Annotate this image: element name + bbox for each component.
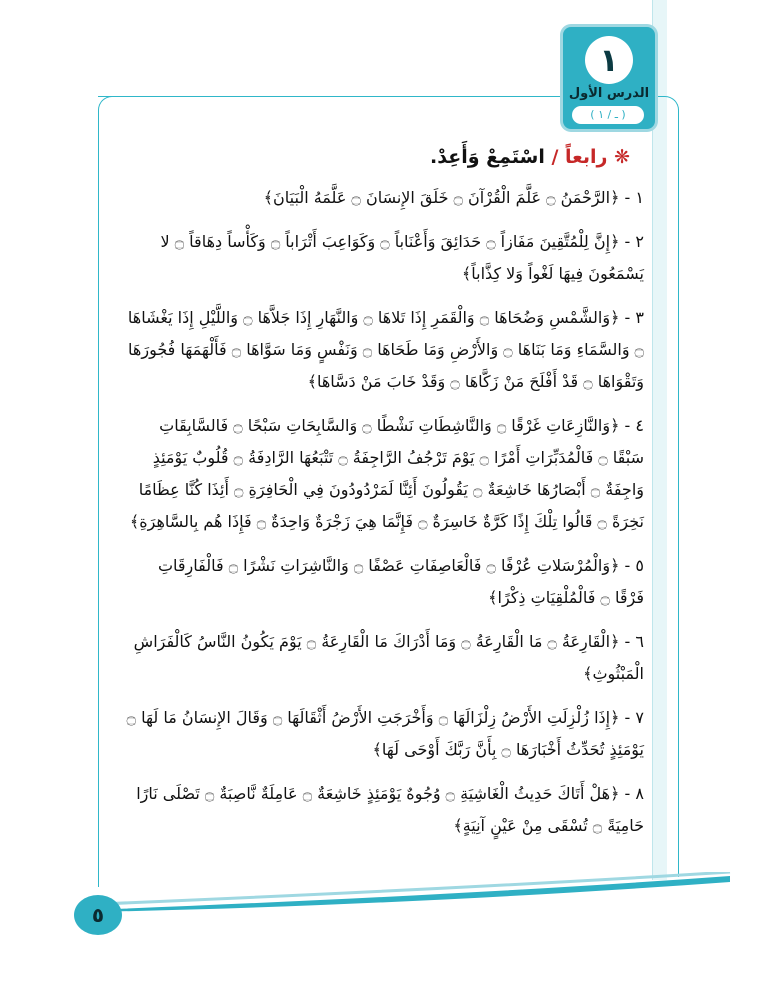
ayah-number: ٧ - <box>624 708 644 727</box>
ayah-item <box>124 550 644 614</box>
ayah-text: ﴿وَالشَّمْسِ وَضُحَاهَا ۝ وَالْقَمَرِ إِذَا تَلاهَا ۝ وَالنَّهَارِ إِذَا جَلاَّهَا ۝ وَاللَّيْلِ إِذَا يَغْشَاهَا ۝ وَالسَّمَاءِ وَمَا بَنَاهَا ۝ وَالأَرْضِ وَمَا طَحَاهَا ۝ وَنَفْسٍ وَمَا سَوَّاهَا ۝ فَأَلْهَمَهَا فُجُورَهَا وَتَقْوَاهَا ۝ قَدْ أَفْلَحَ مَنْ زَكَّاهَا ۝ وَقَدْ خَابَ مَنْ دَسَّاهَا﴾ <box>127 308 644 391</box>
ayah-number: ٨ - <box>624 784 644 803</box>
lesson-title: الدرس الأول <box>568 86 650 101</box>
ayah-item <box>124 302 644 398</box>
section-heading <box>430 146 630 168</box>
wave-decoration <box>90 872 750 912</box>
ayah-item <box>124 410 644 538</box>
ayah-item <box>124 626 644 690</box>
ayah-number: ١ - <box>624 188 644 207</box>
ayah-number: ٤ - <box>624 416 644 435</box>
ayah-text: ﴿إِذَا زُلْزِلَتِ الأَرْضُ زِلْزَالَهَا ۝ وَأَخْرَجَتِ الأَرْضُ أَثْقَالَهَا ۝ وَقَالَ الإِنسَانُ مَا لَهَا ۝ يَوْمَئِذٍ تُحَدِّثُ أَخْبَارَهَا ۝ بِأَنَّ رَبَّكَ أَوْحَى لَهَا﴾ <box>126 708 644 759</box>
ayah-text: ﴿إِنَّ لِلْمُتَّقِينَ مَفَازاً ۝ حَدَائِقَ وَأَعْنَاباً ۝ وَكَوَاعِبَ أَتْرَاباً ۝ وَكَأْساً دِهَاقاً ۝ لا يَسْمَعُونَ فِيهَا لَغْواً وَلا كِذَّاباً﴾ <box>160 232 644 283</box>
ayah-text: ﴿الْقَارِعَةُ ۝ مَا الْقَارِعَةُ ۝ وَمَا أَدْرَاكَ مَا الْقَارِعَةُ ۝ يَوْمَ يَكُونُ النَّاسُ كَالْفَرَاشِ الْمَبْثُوثِ﴾ <box>133 632 644 683</box>
lesson-part: ( ـ / ١ ) <box>572 106 644 124</box>
ayah-number: ٦ - <box>624 632 644 651</box>
ayah-number: ٥ - <box>624 556 644 575</box>
ayah-item <box>124 226 644 290</box>
ayah-text: ﴿وَالْمُرْسَلاتِ عُرْفًا ۝ فَالْعَاصِفَاتِ عَصْفًا ۝ وَالنَّاشِرَاتِ نَشْرًا ۝ فَالْفَارِقَاتِ فَرْقًا ۝ فَالْمُلْقِيَاتِ ذِكْرًا﴾ <box>157 556 644 607</box>
page-number: ٥ <box>74 895 122 935</box>
ayah-list <box>124 182 644 854</box>
ayah-text: ﴿وَالنَّازِعَاتِ غَرْقًا ۝ وَالنَّاشِطَاتِ نَشْطًا ۝ وَالسَّابِحَاتِ سَبْحًا ۝ فَالسَّابِقَاتِ سَبْقًا ۝ فَالْمُدَبِّرَاتِ أَمْرًا ۝ يَوْمَ تَرْجُفُ الرَّاجِفَةُ ۝ تَتْبَعُهَا الرَّادِفَةُ ۝ قُلُوبٌ يَوْمَئِذٍ وَاجِفَةٌ ۝ أَبْصَارُهَا خَاشِعَةٌ ۝ يَقُولُونَ أَئِنَّا لَمَرْدُودُونَ فِي الْحَافِرَةِ ۝ أَئِذَا كُنَّا عِظَامًا نَخِرَةً ۝ قَالُوا تِلْكَ إِذًا كَرَّةٌ خَاسِرَةٌ ۝ فَإِنَّمَا هِيَ زَجْرَةٌ وَاحِدَةٌ ۝ فَإِذَا هُم بِالسَّاهِرَةِ﴾ <box>129 416 644 531</box>
ayah-number: ٢ - <box>624 232 644 251</box>
ayah-item <box>124 182 644 214</box>
ayah-text: ﴿هَلْ أَتَاكَ حَدِيثُ الْغَاشِيَةِ ۝ وُجُوهٌ يَوْمَئِذٍ خَاشِعَةٌ ۝ عَامِلَةٌ نَّاصِبَةٌ ۝ تَصْلَى نَارًا حَامِيَةً ۝ تُسْقَى مِنْ عَيْنٍ آنِيَةٍ﴾ <box>136 784 644 835</box>
ayah-text: ﴿الرَّحْمَنُ ۝ عَلَّمَ الْقُرْآنَ ۝ خَلَقَ الإِنسَانَ ۝ عَلَّمَهُ الْبَيَانَ﴾ <box>263 188 620 207</box>
ayah-item <box>124 702 644 766</box>
heading-instruction: اسْتَمِعْ وَأَعِدْ. <box>430 146 545 168</box>
ayah-item <box>124 778 644 842</box>
ayah-number: ٣ - <box>624 308 644 327</box>
lesson-number: ١ <box>585 36 633 84</box>
page-frame-left <box>98 96 119 887</box>
star-icon: ❋ <box>614 146 630 168</box>
heading-label: رابعاً / <box>551 146 608 168</box>
